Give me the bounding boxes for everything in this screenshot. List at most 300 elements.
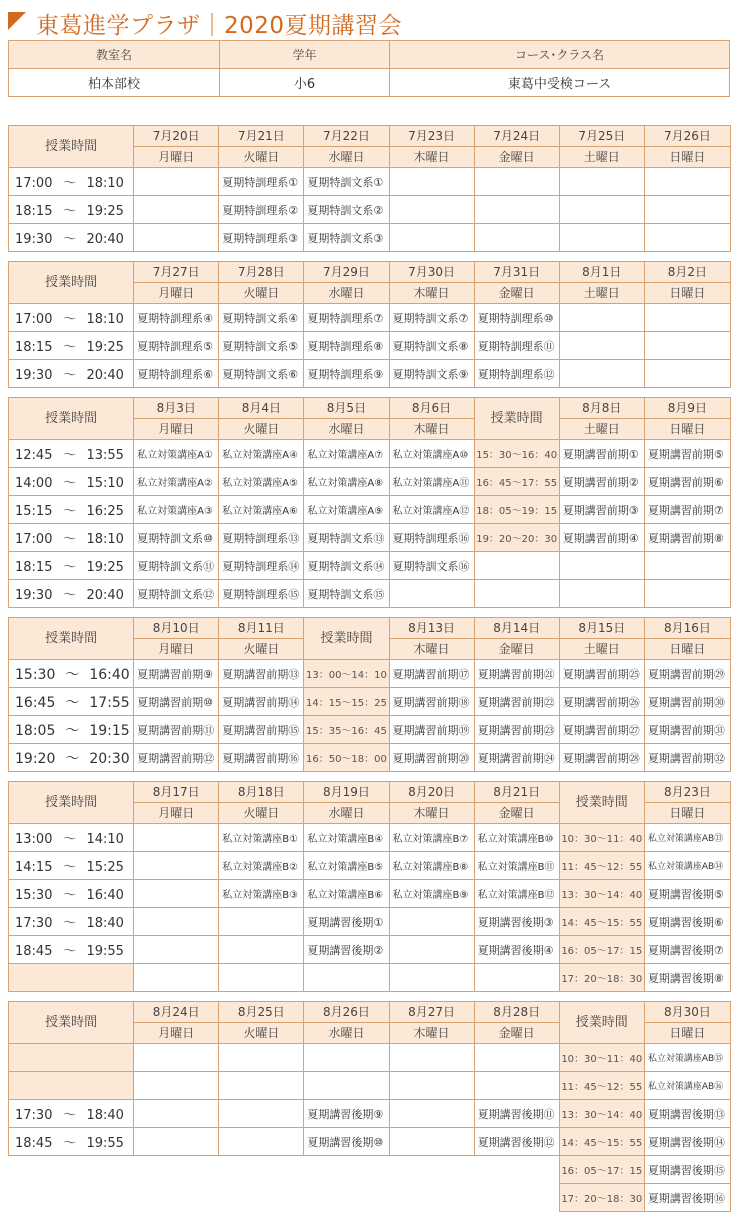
class-cell: 夏期講習後期⑬ [644, 1100, 730, 1128]
weekday-header: 金曜日 [474, 803, 559, 824]
schedule-week-1 [8, 125, 731, 252]
date-header: 8月9日 [644, 398, 730, 419]
class-cell: 私立対策講座A⑩ [389, 440, 474, 468]
empty-cell [389, 1044, 474, 1072]
date-header: 7月24日 [474, 126, 559, 147]
empty-cell [134, 964, 219, 992]
class-cell: 私立対策講座A④ [219, 440, 304, 468]
class-cell: 私立対策講座B⑩ [474, 824, 559, 852]
time-cell [9, 880, 134, 908]
class-cell: 夏期講習前期㉔ [474, 744, 559, 772]
empty-cell [219, 1184, 304, 1212]
schedule-row [9, 1100, 731, 1128]
time-separator: ～ [62, 860, 76, 875]
empty-cell [134, 1100, 219, 1128]
empty-cell [219, 908, 304, 936]
empty-cell [389, 1156, 474, 1184]
inner-time-column-header: 授業時間 [304, 618, 389, 660]
time-end: 16:40 [89, 666, 130, 683]
date-header: 8月19日 [304, 782, 389, 803]
weekday-header: 木曜日 [389, 639, 474, 660]
schedule-row [9, 496, 731, 524]
inner-time-cell: 16：05～17：15 [559, 936, 644, 964]
class-cell: 夏期講習後期② [304, 936, 389, 964]
empty-cell [474, 1184, 559, 1212]
class-cell: 夏期講習前期⑭ [219, 688, 304, 716]
weekday-header: 日曜日 [644, 283, 730, 304]
empty-cell [389, 580, 474, 608]
class-cell: 夏期講習前期⑤ [644, 440, 730, 468]
class-cell: 私立対策講座A⑥ [219, 496, 304, 524]
weekday-header: 土曜日 [559, 639, 644, 660]
date-header: 8月21日 [474, 782, 559, 803]
time-start: 19:20 [15, 750, 56, 767]
time-separator: ～ [62, 532, 76, 547]
class-cell: 夏期特訓理系⑮ [219, 580, 304, 608]
time-cell [9, 440, 134, 468]
time-start: 14:15 [15, 860, 53, 875]
class-cell: 夏期講習前期⑱ [389, 688, 474, 716]
class-cell: 夏期講習前期⑦ [644, 496, 730, 524]
class-cell: 私立対策講座AB⑭ [644, 852, 730, 880]
time-cell [9, 552, 134, 580]
class-cell: 夏期講習前期⑩ [134, 688, 219, 716]
inner-time-cell: 11：45～12：55 [559, 1072, 644, 1100]
time-cell [9, 168, 134, 196]
class-cell: 夏期講習後期⑪ [474, 1100, 559, 1128]
class-cell: 夏期講習後期③ [474, 908, 559, 936]
time-start: 15:15 [15, 504, 53, 519]
date-header: 8月5日 [304, 398, 389, 419]
schedule-week-6 [8, 1001, 731, 1212]
empty-cell [134, 1128, 219, 1156]
class-cell: 私立対策講座B① [219, 824, 304, 852]
date-header: 8月23日 [644, 782, 730, 803]
weekday-header: 木曜日 [389, 419, 474, 440]
class-cell: 夏期講習前期⑳ [389, 744, 474, 772]
time-end: 15:25 [86, 860, 124, 875]
time-column-header: 授業時間 [9, 1002, 134, 1044]
class-cell: 夏期講習前期㉚ [644, 688, 730, 716]
info-grade: 小6 [220, 69, 390, 97]
schedule-week-3 [8, 397, 731, 608]
class-cell: 私立対策講座A⑪ [389, 468, 474, 496]
date-header: 7月23日 [389, 126, 474, 147]
time-cell [9, 332, 134, 360]
inner-time-column-header: 授業時間 [559, 782, 644, 824]
class-cell: 夏期講習前期㉛ [644, 716, 730, 744]
time-separator: ～ [62, 340, 76, 355]
empty-cell [219, 1072, 304, 1100]
time-separator: ～ [65, 722, 80, 739]
inner-time-column-header: 授業時間 [474, 398, 559, 440]
class-cell: 私立対策講座A⑧ [304, 468, 389, 496]
weekday-header: 月曜日 [134, 639, 219, 660]
time-start: 17:00 [15, 532, 53, 547]
class-cell: 夏期講習前期⑨ [134, 660, 219, 688]
class-cell: 夏期講習後期⑭ [644, 1128, 730, 1156]
class-cell: 夏期特訓文系③ [304, 224, 389, 252]
weekday-header: 月曜日 [134, 147, 219, 168]
time-separator: ～ [62, 204, 76, 219]
schedule-row [9, 304, 731, 332]
schedule-row [9, 1156, 731, 1184]
date-header: 7月26日 [644, 126, 730, 147]
weekday-header: 水曜日 [304, 419, 389, 440]
time-separator: ～ [62, 368, 76, 383]
class-cell: 夏期特訓理系① [219, 168, 304, 196]
info-course: 東葛中受検コース [390, 69, 730, 97]
empty-cell [644, 304, 730, 332]
time-cell [9, 660, 134, 688]
page-title: 東葛進学プラザ｜2020夏期講習会 [36, 12, 403, 39]
time-cell [9, 908, 134, 936]
class-cell: 夏期特訓理系④ [134, 304, 219, 332]
weekday-header: 火曜日 [219, 639, 304, 660]
date-header: 8月14日 [474, 618, 559, 639]
empty-cell [389, 1072, 474, 1100]
class-cell: 夏期講習後期⑧ [644, 964, 730, 992]
time-separator: ～ [62, 1136, 76, 1151]
empty-cell [559, 168, 644, 196]
class-cell: 夏期特訓文系⑥ [219, 360, 304, 388]
empty-cell [389, 196, 474, 224]
time-separator: ～ [65, 666, 80, 683]
time-cell [9, 964, 134, 992]
time-end: 18:10 [86, 532, 124, 547]
time-cell [9, 524, 134, 552]
weekday-header: 木曜日 [389, 803, 474, 824]
class-cell: 夏期特訓文系⑧ [389, 332, 474, 360]
class-cell: 夏期特訓理系⑤ [134, 332, 219, 360]
time-end: 18:40 [86, 1108, 124, 1123]
empty-cell [304, 1044, 389, 1072]
time-end: 18:40 [86, 916, 124, 931]
empty-cell [389, 1100, 474, 1128]
class-cell: 夏期講習前期㉑ [474, 660, 559, 688]
time-cell [9, 852, 134, 880]
time-cell [9, 468, 134, 496]
class-cell: 私立対策講座AB⑬ [644, 824, 730, 852]
class-cell: 私立対策講座B⑤ [304, 852, 389, 880]
time-cell [9, 1072, 134, 1100]
time-separator: ～ [62, 176, 76, 191]
empty-cell [304, 1156, 389, 1184]
class-cell: 夏期講習前期⑬ [219, 660, 304, 688]
date-header: 8月13日 [389, 618, 474, 639]
info-header-course: コース･クラス名 [390, 41, 730, 69]
empty-cell [304, 1184, 389, 1212]
time-column-header: 授業時間 [9, 398, 134, 440]
weekday-header: 日曜日 [644, 419, 730, 440]
class-cell: 夏期講習後期⑯ [644, 1184, 730, 1212]
schedule-row [9, 1072, 731, 1100]
date-header: 8月26日 [304, 1002, 389, 1023]
empty-cell [304, 964, 389, 992]
class-cell: 夏期講習前期⑰ [389, 660, 474, 688]
time-cell [9, 1128, 134, 1156]
time-cell [9, 360, 134, 388]
inner-time-cell: 15：35～16：45 [304, 716, 389, 744]
class-cell: 夏期特訓文系⑦ [389, 304, 474, 332]
page-title-bar [8, 6, 402, 40]
empty-cell [389, 168, 474, 196]
weekday-header: 土曜日 [559, 419, 644, 440]
weekday-header: 水曜日 [304, 283, 389, 304]
class-cell: 私立対策講座A⑫ [389, 496, 474, 524]
time-separator: ～ [62, 916, 76, 931]
time-start: 17:30 [15, 916, 53, 931]
class-cell: 私立対策講座A⑨ [304, 496, 389, 524]
inner-time-cell: 14：45～15：55 [559, 1128, 644, 1156]
class-cell: 私立対策講座B② [219, 852, 304, 880]
schedule-row [9, 908, 731, 936]
schedule-row [9, 1184, 731, 1212]
weekday-header: 木曜日 [389, 1023, 474, 1044]
class-cell: 夏期特訓文系⑫ [134, 580, 219, 608]
date-header: 8月1日 [559, 262, 644, 283]
class-cell: 夏期特訓理系⑭ [219, 552, 304, 580]
weekday-header: 月曜日 [134, 1023, 219, 1044]
weekday-header: 日曜日 [644, 639, 730, 660]
time-end: 19:25 [86, 204, 124, 219]
empty-cell [474, 196, 559, 224]
time-start: 17:00 [15, 312, 53, 327]
time-separator: ～ [62, 888, 76, 903]
date-header: 8月25日 [219, 1002, 304, 1023]
class-cell: 夏期講習前期㉙ [644, 660, 730, 688]
time-start: 18:05 [15, 722, 56, 739]
time-start: 14:00 [15, 476, 53, 491]
empty-cell [559, 552, 644, 580]
class-cell: 夏期特訓文系⑭ [304, 552, 389, 580]
schedule-row [9, 1044, 731, 1072]
date-header: 7月29日 [304, 262, 389, 283]
class-cell: 夏期講習前期④ [559, 524, 644, 552]
weekday-header: 日曜日 [644, 803, 730, 824]
class-cell: 私立対策講座B④ [304, 824, 389, 852]
class-cell: 夏期講習前期㉗ [559, 716, 644, 744]
class-cell: 夏期特訓理系⑫ [474, 360, 559, 388]
inner-time-cell: 19：20～20：30 [474, 524, 559, 552]
class-cell: 私立対策講座A① [134, 440, 219, 468]
time-start: 17:00 [15, 176, 53, 191]
inner-time-cell: 17：20～18：30 [559, 1184, 644, 1212]
weekday-header: 金曜日 [474, 283, 559, 304]
schedule-row [9, 552, 731, 580]
time-end: 19:25 [86, 340, 124, 355]
time-separator: ～ [62, 476, 76, 491]
empty-cell [219, 1156, 304, 1184]
info-header-classroom: 教室名 [9, 41, 220, 69]
class-cell: 夏期特訓理系⑪ [474, 332, 559, 360]
class-cell: 夏期講習前期⑫ [134, 744, 219, 772]
time-end: 13:55 [86, 448, 124, 463]
empty-cell [644, 360, 730, 388]
date-header: 8月18日 [219, 782, 304, 803]
time-cell [9, 1044, 134, 1072]
schedule-row [9, 524, 731, 552]
time-cell [9, 744, 134, 772]
class-cell: 夏期講習前期⑧ [644, 524, 730, 552]
time-separator: ～ [62, 1108, 76, 1123]
inner-time-cell: 16：50～18：00 [304, 744, 389, 772]
time-column-header: 授業時間 [9, 126, 134, 168]
time-separator: ～ [62, 504, 76, 519]
time-start: 17:30 [15, 1108, 53, 1123]
schedule-row [9, 688, 731, 716]
schedule-row [9, 1128, 731, 1156]
time-end: 19:25 [86, 560, 124, 575]
time-start: 15:30 [15, 888, 53, 903]
time-end: 16:40 [86, 888, 124, 903]
class-cell: 夏期特訓文系⑤ [219, 332, 304, 360]
weekday-header: 土曜日 [559, 147, 644, 168]
date-header: 8月4日 [219, 398, 304, 419]
inner-time-cell: 13：30～14：40 [559, 1100, 644, 1128]
class-cell: 夏期特訓理系⑨ [304, 360, 389, 388]
class-cell: 夏期講習後期⑥ [644, 908, 730, 936]
empty-cell [134, 936, 219, 964]
time-column-header: 授業時間 [9, 782, 134, 824]
time-start: 19:30 [15, 232, 53, 247]
empty-cell [219, 1100, 304, 1128]
empty-cell [644, 196, 730, 224]
empty-cell [134, 168, 219, 196]
schedule-week-5 [8, 781, 731, 992]
class-cell: 夏期講習前期㉓ [474, 716, 559, 744]
date-header: 7月31日 [474, 262, 559, 283]
class-cell: 夏期講習後期⑦ [644, 936, 730, 964]
date-header: 8月24日 [134, 1002, 219, 1023]
empty-cell [134, 1184, 219, 1212]
schedule-row [9, 360, 731, 388]
empty-cell [134, 1044, 219, 1072]
empty-cell [644, 332, 730, 360]
schedule-row [9, 468, 731, 496]
class-cell: 夏期講習後期④ [474, 936, 559, 964]
empty-cell [474, 552, 559, 580]
schedule-row [9, 332, 731, 360]
inner-time-cell: 10：30～11：40 [559, 1044, 644, 1072]
schedule-row [9, 852, 731, 880]
empty-cell [474, 1156, 559, 1184]
weekday-header: 火曜日 [219, 1023, 304, 1044]
schedule-row [9, 660, 731, 688]
empty-cell [559, 224, 644, 252]
date-header: 7月21日 [219, 126, 304, 147]
time-cell [9, 304, 134, 332]
class-cell: 夏期特訓文系② [304, 196, 389, 224]
class-cell: 夏期特訓文系⑮ [304, 580, 389, 608]
schedule-row [9, 440, 731, 468]
empty-cell [474, 1044, 559, 1072]
empty-cell [474, 224, 559, 252]
class-cell: 夏期講習後期⑤ [644, 880, 730, 908]
time-column-header: 授業時間 [9, 618, 134, 660]
empty-cell [134, 224, 219, 252]
weekday-header: 火曜日 [219, 147, 304, 168]
schedule-week-2 [8, 261, 731, 388]
class-cell: 夏期講習前期③ [559, 496, 644, 524]
time-cell [9, 1100, 134, 1128]
inner-time-column-header: 授業時間 [559, 1002, 644, 1044]
class-cell: 夏期講習前期㉘ [559, 744, 644, 772]
empty-cell [389, 964, 474, 992]
time-start: 18:45 [15, 1136, 53, 1151]
time-separator: ～ [62, 832, 76, 847]
empty-cell [219, 936, 304, 964]
time-start: 16:45 [15, 694, 56, 711]
date-header: 7月20日 [134, 126, 219, 147]
class-cell: 夏期講習前期⑥ [644, 468, 730, 496]
schedule-row [9, 824, 731, 852]
weekday-header: 月曜日 [134, 419, 219, 440]
title-triangle-icon [8, 12, 26, 30]
schedule-row [9, 580, 731, 608]
date-header: 8月27日 [389, 1002, 474, 1023]
time-start: 12:45 [15, 448, 53, 463]
class-cell: 夏期特訓文系⑩ [134, 524, 219, 552]
class-cell: 夏期講習後期⑫ [474, 1128, 559, 1156]
empty-cell [389, 908, 474, 936]
class-cell: 夏期特訓文系⑪ [134, 552, 219, 580]
weekday-header: 水曜日 [304, 803, 389, 824]
time-separator: ～ [62, 232, 76, 247]
class-cell: 夏期講習後期⑮ [644, 1156, 730, 1184]
date-header: 8月11日 [219, 618, 304, 639]
empty-cell [134, 1156, 219, 1184]
schedule-row [9, 716, 731, 744]
time-start: 18:45 [15, 944, 53, 959]
empty-cell [474, 1072, 559, 1100]
class-cell: 夏期特訓文系④ [219, 304, 304, 332]
time-end: 19:55 [86, 944, 124, 959]
date-header: 8月20日 [389, 782, 474, 803]
empty-cell [644, 224, 730, 252]
inner-time-cell: 16：05～17：15 [559, 1156, 644, 1184]
time-end: 20:40 [86, 588, 124, 603]
inner-time-cell: 14：15～15：25 [304, 688, 389, 716]
time-end: 14:10 [86, 832, 124, 847]
class-cell: 夏期講習前期㉒ [474, 688, 559, 716]
empty-cell [559, 304, 644, 332]
date-header: 8月8日 [559, 398, 644, 419]
empty-cell [134, 880, 219, 908]
time-cell [9, 224, 134, 252]
schedule-row [9, 168, 731, 196]
class-cell: 私立対策講座A③ [134, 496, 219, 524]
weekday-header: 水曜日 [304, 1023, 389, 1044]
date-header: 8月28日 [474, 1002, 559, 1023]
class-cell: 私立対策講座AB⑯ [644, 1072, 730, 1100]
time-start: 15:30 [15, 666, 56, 683]
class-cell: 夏期講習前期① [559, 440, 644, 468]
empty-cell [134, 908, 219, 936]
class-cell: 夏期講習前期⑪ [134, 716, 219, 744]
time-cell [9, 580, 134, 608]
empty-cell [644, 168, 730, 196]
date-header: 7月28日 [219, 262, 304, 283]
class-cell: 夏期講習前期㉕ [559, 660, 644, 688]
class-cell: 夏期講習前期㉜ [644, 744, 730, 772]
empty-cell [389, 936, 474, 964]
empty-cell [559, 360, 644, 388]
class-cell: 夏期特訓理系⑦ [304, 304, 389, 332]
date-header: 7月22日 [304, 126, 389, 147]
empty-cell [134, 196, 219, 224]
inner-time-cell: 10：30～11：40 [559, 824, 644, 852]
